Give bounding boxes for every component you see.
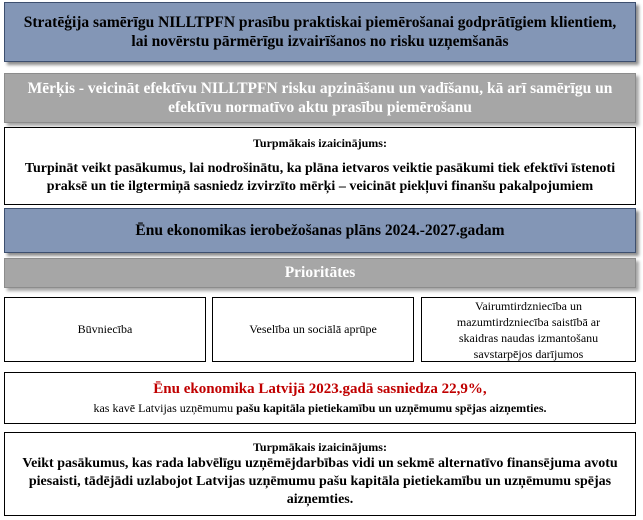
- priorities-title-box: [4, 258, 636, 288]
- strategy-title-line1: Stratēģija samērīgu NILLTPFN prasību praktiskai piemērošanai godprātīgiem klientiem,: [23, 14, 617, 31]
- challenge-2-line3: aizņemties.: [286, 491, 354, 507]
- priority-line: Vairumtirdzniecība un: [475, 298, 582, 313]
- priority-line: savstarpējos darījumos: [473, 346, 584, 361]
- priority-label: Veselība un sociālā aprūpe: [249, 322, 377, 336]
- challenge-1-line1: Turpināt veikt pasākumus, lai nodrošinātu, ka plāna ietvaros veiktie pasākumi tiek efektīvi īstenoti: [24, 161, 616, 176]
- shadow-economy-subtext: [93, 400, 546, 416]
- challenge-1-heading: Turpmākais izaicinājums:: [253, 136, 387, 150]
- plan-title: Ēnu ekonomikas ierobežošanas plāns 2024.-2027.gadam: [135, 221, 505, 239]
- challenge-box-1: [4, 127, 636, 205]
- challenge-box-2: [4, 432, 636, 516]
- challenge-1-line2: praksē un tie ilgtermiņā sasniedz izvirzīto mērķi – veicināt piekļuvi finanšu pakalpojumiem: [46, 179, 594, 194]
- priority-trade-cash: [421, 297, 636, 362]
- challenge-2-heading: Turpmākais izaicinājums:: [253, 439, 387, 454]
- strategy-title-line2: lai novērstu pārmērīgu izvairīšanos no risku uzņemšanās: [131, 33, 509, 50]
- priority-line: skaidras naudas izmantošanu: [458, 330, 599, 345]
- priority-label: Būvniecība: [77, 322, 133, 336]
- priority-line: mazumtirdzniecība saistībā ar: [456, 314, 601, 329]
- goal-line1: Mērķis - veicināt efektīvu NILLTPFN risku apzināšanu un vadīšanu, kā arī samērīgu un: [27, 80, 613, 97]
- shadow-economy-box: [4, 372, 636, 424]
- shadow-economy-headline: Ēnu ekonomika Latvijā 2023.gadā sasniedza 22,9%,: [153, 381, 487, 397]
- plan-title-box: [4, 208, 636, 253]
- priority-construction: [4, 297, 206, 362]
- goal-line2: efektīvu normatīvo aktu prasību piemērošanu: [168, 99, 472, 116]
- challenge-2-line1: Veikt pasākumus, kas rada labvēlīgu uzņēmējdarbības vidi un sekmē alternatīvo finansējuma avotu: [22, 455, 618, 471]
- challenge-2-line2: piesaisti, tādējādi uzlabojot Latvijas uzņēmumu pašu kapitāla pietiekamību un uzņēmumu spējas: [28, 473, 612, 489]
- strategy-title-box: [4, 2, 636, 62]
- goal-box: [4, 73, 636, 123]
- priority-health-social-care: [212, 297, 414, 362]
- priorities-title: Prioritātes: [284, 264, 356, 281]
- shadow-economy-sub-prefix: kas kavē Latvijas uzņēmumu: [93, 401, 237, 415]
- shadow-economy-sub-bold: pašu kapitāla pietiekamību un uzņēmumu spējas aizņemties.: [236, 401, 547, 415]
